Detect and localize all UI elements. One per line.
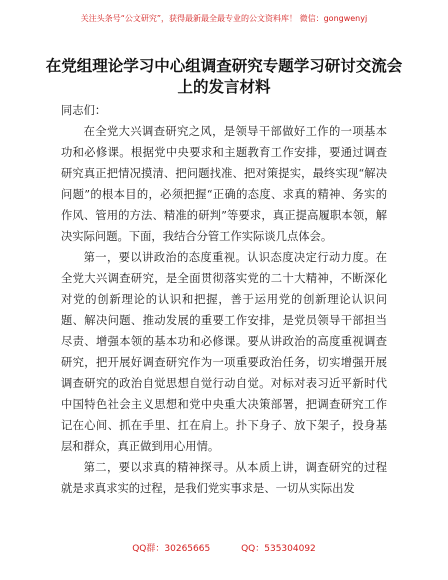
document-title: 在党组理论学习中心组调查研究专题学习研讨交流会上的发言材料 bbox=[45, 57, 403, 96]
top-banner: 关注头条号“公文研究”，获得最新最全最专业的公文资料库！ 微信：gongwenyj bbox=[80, 14, 368, 23]
document-body bbox=[61, 100, 387, 499]
paragraph: 第二，要以求真的精神探寻。从本质上讲，调查研究的过程就是求真求实的过程，是我们党实事求是、一切从实际出发 bbox=[61, 461, 387, 495]
footer bbox=[0, 541, 448, 554]
paragraph: 在全党大兴调查研究之风，是领导干部做好工作的一项基本功和必修课。根据党中央要求和主题教育工作安排，要通过调查研究真正把情况摸清、把问题找准、把对策提实，最终实现“解决问题”的根本目的，必须把握“正确的态度、求真的精神、务实的作风、管用的方法、精准的研判”等要求，真正提高履职本领，解决实际问题。下面，我结合分管工作实际谈几点体会。 bbox=[61, 125, 387, 243]
paragraph: 第一，要以讲政治的态度重视。认识态度决定行动力度。在全党大兴调查研究，是全面贯彻落实党的二十大精神，不断深化对党的创新理论的认识和把握，善于运用党的创新理论认识问题、解决问题、推动发展的重要工作安排，是党员领导干部担当尽责、增强本领的基本功和必修课。要从讲政治的高度重视调查研究，把开展好调查研究作为一项重要政治任务，切实增强开展调查研究的政治自觉思想自觉行动自觉。对标对表习近平新时代中国特色社会主义思想和党中央重大决策部署，把调查研究工作记在心间、抓在手里、扛在肩上。扑下身子、放下架子，投身基层和群众，真正做到用心用情。 bbox=[61, 251, 387, 453]
footer-qq-group: QQ群：30265665 bbox=[132, 544, 211, 554]
greeting: 同志们： bbox=[61, 104, 107, 117]
footer-qq: QQ：535304092 bbox=[241, 544, 316, 554]
